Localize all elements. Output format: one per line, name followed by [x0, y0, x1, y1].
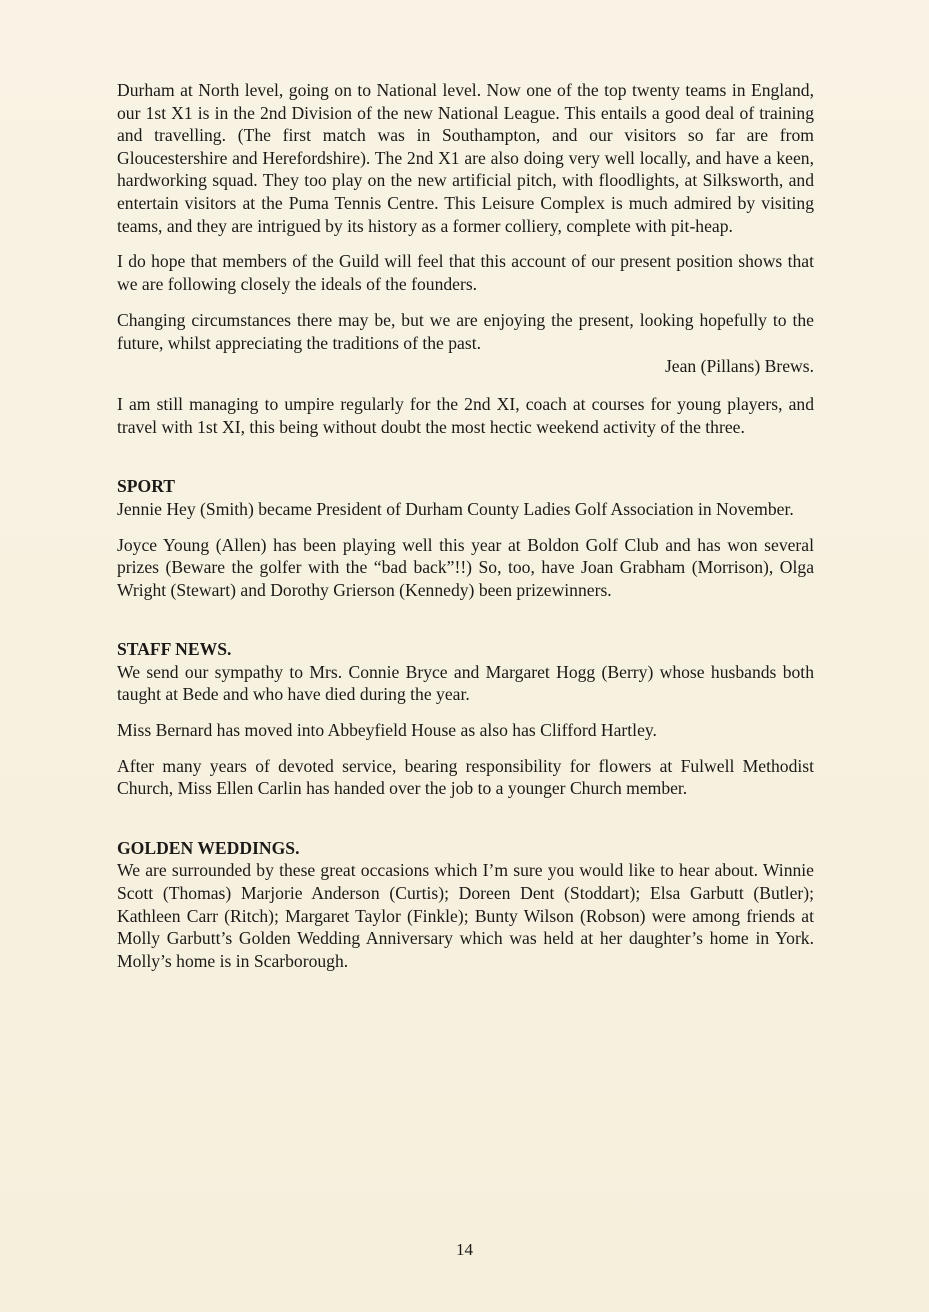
intro-paragraph-2: I do hope that members of the Guild will feel that this account of our present position shows that we are following closely the ideals of the founders. [117, 251, 814, 294]
staff-news-heading: STAFF NEWS. [117, 639, 232, 660]
signature: Jean (Pillans) Brews. [664, 355, 814, 376]
text-column [117, 79, 814, 972]
page-number: 14 [456, 1240, 473, 1259]
staff-news-paragraph-2: Miss Bernard has moved into Abbeyfield House as also has Clifford Hartley. [117, 720, 657, 741]
intro-paragraph-3: Changing circumstances there may be, but we are enjoying the present, looking hopefully to the future, whilst appreciating the traditions of the past. [117, 310, 814, 353]
sport-heading: SPORT [117, 476, 176, 497]
golden-weddings-paragraph-1: We are surrounded by these great occasions which I’m sure you would like to hear about. Winnie Scott (Thomas) Marjorie Anderson (Curtis); Doreen Dent (Stoddart); Elsa Garbutt (Butler); Kathleen Carr (Ritch); Margaret Taylor (Finkle); Bunty Wilson (Robson) were among friends at Molly Garbutt’s Golden Wedding Anniversary which was held at her daughter’s home in York. Molly’s home is in Scarborough. [117, 860, 814, 971]
golden-weddings-heading: GOLDEN WEDDINGS. [117, 837, 300, 858]
intro-paragraph-4: I am still managing to umpire regularly for the 2nd XI, coach at courses for young players, and travel with 1st XI, this being without doubt the most hectic weekend activity of the three. [117, 394, 814, 437]
intro-paragraph-1: Durham at North level, going on to National level. Now one of the top twenty teams in England, our 1st X1 is in the 2nd Division of the new National League. This entails a good deal of training and travelling. (The first match was in Southampton, and our visitors so far are from Gloucestershire and Herefordshire). The 2nd X1 are also doing very well locally, and have a keen, hardworking squad. They too play on the new artificial pitch, with floodlights, at Silksworth, and entertain visitors at the Puma Tennis Centre. This Leisure Complex is much admired by visiting teams, and they are intrigued by its history as a former colliery, complete with pit-heap. [117, 80, 814, 236]
staff-news-paragraph-1: We send our sympathy to Mrs. Connie Bryce and Margaret Hogg (Berry) whose husbands both taught at Bede and who have died during the year. [117, 661, 814, 705]
sport-paragraph-2: Joyce Young (Allen) has been playing well this year at Boldon Golf Club and has won several prizes (Beware the golfer with the “bad back”!!) So, too, have Joan Grabham (Morrison), Olga Wright (Stewart) and Dorothy Grierson (Kennedy) been prizewinners. [117, 534, 814, 600]
staff-news-paragraph-3: After many years of devoted service, bearing responsibility for flowers at Fulwell Methodist Church, Miss Ellen Carlin has handed over the job to a younger Church member. [117, 755, 814, 799]
sport-paragraph-1: Jennie Hey (Smith) became President of Durham County Ladies Golf Association in November. [117, 498, 794, 519]
